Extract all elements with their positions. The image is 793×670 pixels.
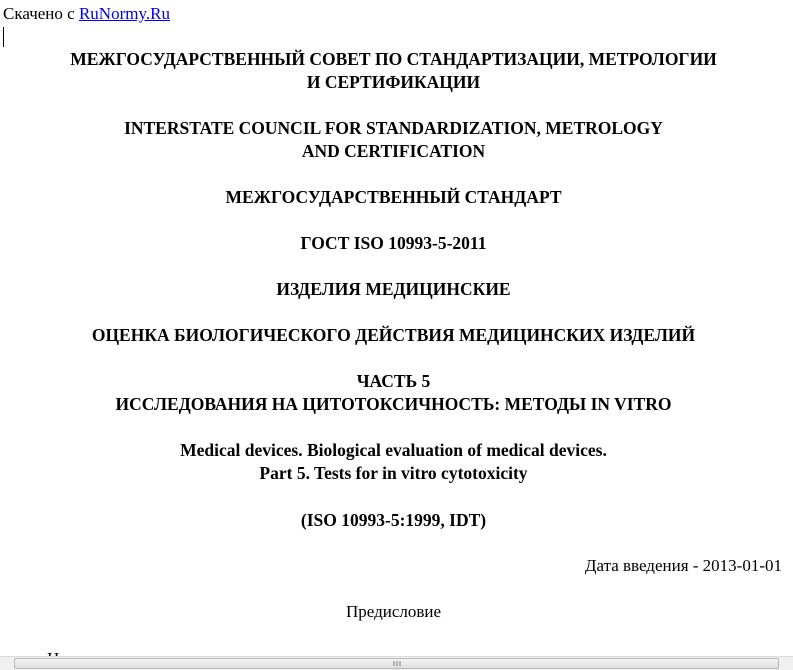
council-ru-heading	[0, 48, 787, 94]
subject-heading: ИЗДЕЛИЯ МЕДИЦИНСКИЕ	[276, 279, 511, 299]
standard-number: ГОСТ ISO 10993-5-2011	[300, 233, 487, 253]
source-line	[3, 4, 170, 24]
council-en-line2: AND CERTIFICATION	[301, 141, 486, 161]
english-title-line2: Part 5. Tests for in vitro cytotoxicity	[259, 463, 528, 483]
council-en-heading	[0, 117, 787, 163]
foreword-heading: Предисловие	[345, 602, 442, 621]
horizontal-scrollbar[interactable]	[0, 656, 793, 670]
text-cursor	[3, 27, 4, 47]
council-en-line1: INTERSTATE COUNCIL FOR STANDARDIZATION, METROLOGY	[124, 118, 663, 138]
scrollbar-thumb[interactable]	[14, 658, 779, 669]
source-prefix: Скачено с	[3, 4, 79, 23]
english-title	[0, 439, 787, 485]
iso-reference: (ISO 10993-5:1999, IDT)	[300, 510, 487, 530]
scrollbar-grip-icon	[393, 661, 400, 666]
standard-type: МЕЖГОСУДАРСТВЕННЫЙ СТАНДАРТ	[225, 187, 562, 207]
council-ru-line1: МЕЖГОСУДАРСТВЕННЫЙ СОВЕТ ПО СТАНДАРТИЗАЦИИ, МЕТРОЛОГИИ	[70, 49, 717, 69]
part-heading	[0, 370, 787, 416]
introduction-date: Дата введения - 2013-01-01	[584, 556, 782, 575]
main-title: ОЦЕНКА БИОЛОГИЧЕСКОГО ДЕЙСТВИЯ МЕДИЦИНСКИХ ИЗДЕЛИЙ	[91, 325, 696, 345]
english-title-line1: Medical devices. Biological evaluation of medical devices.	[180, 440, 607, 460]
council-ru-line2: И СЕРТИФИКАЦИИ	[306, 72, 481, 92]
part-line2: ИССЛЕДОВАНИЯ НА ЦИТОТОКСИЧНОСТЬ: МЕТОДЫ IN VITRO	[115, 394, 672, 414]
source-link[interactable]: RuNormy.Ru	[78, 4, 170, 23]
part-line1: ЧАСТЬ 5	[356, 371, 431, 391]
